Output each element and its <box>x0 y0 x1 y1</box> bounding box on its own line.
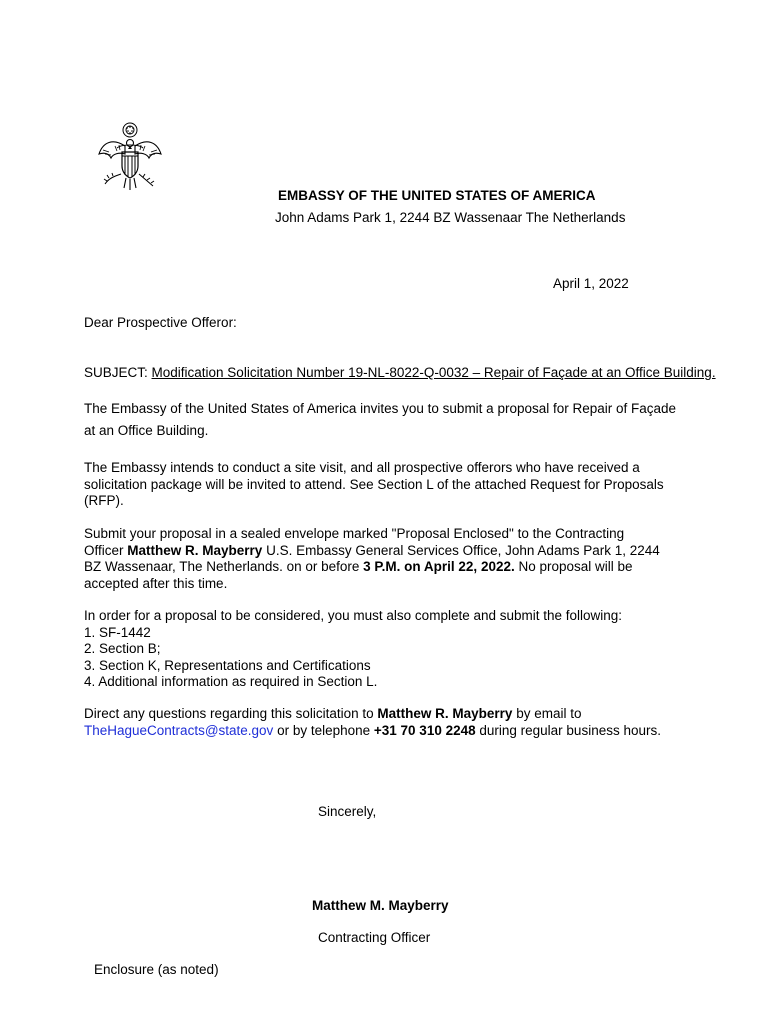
subject-line <box>84 365 716 380</box>
deadline: 3 P.M. on April 22, 2022. <box>363 559 515 574</box>
salutation: Dear Prospective Offeror: <box>84 315 237 330</box>
great-seal-icon <box>95 118 165 194</box>
submission-text-1: Submit your proposal in a sealed envelope marked "Proposal Enclosed" to the Contracting Officer <box>84 526 625 558</box>
closing: Sincerely, <box>318 804 377 819</box>
paragraph-requirements <box>84 608 684 691</box>
contact-name: Matthew R. Mayberry <box>377 706 513 721</box>
requirements-intro: In order for a proposal to be considered, you must also complete and submit the following: <box>84 608 623 623</box>
embassy-address: John Adams Park 1, 2244 BZ Wassenaar The Netherlands <box>275 210 626 225</box>
requirement-item: 4. Additional information as required in Section L. <box>84 674 378 689</box>
enclosure-note: Enclosure (as noted) <box>94 962 219 977</box>
email-link[interactable]: TheHagueContracts@state.gov <box>84 722 274 738</box>
paragraph-site-visit: The Embassy intends to conduct a site visit, and all prospective offerors who have received a solicitation package will be invited to attend. See Section L of the attached Request for Proposals (RFP). <box>84 460 664 508</box>
letter-date: April 1, 2022 <box>553 276 629 291</box>
signer-title: Contracting Officer <box>318 930 431 945</box>
paragraph-contact <box>84 706 724 739</box>
contact-text-1: Direct any questions regarding this solicitation to <box>84 706 378 721</box>
contact-text-3: or by telephone <box>273 722 374 738</box>
requirement-item: 3. Section K, Representations and Certifications <box>84 657 371 673</box>
requirement-item: 1. SF-1442 <box>84 624 151 640</box>
submission-text-3: No proposal will be accepted after this time. <box>84 559 633 591</box>
paragraph-invitation: The Embassy of the United States of America invites you to submit a proposal for Repair of Façade at an Office Building. <box>84 401 677 438</box>
requirement-item: 2. Section B; <box>84 641 161 656</box>
officer-name: Matthew R. Mayberry <box>127 542 263 558</box>
embassy-title: EMBASSY OF THE UNITED STATES OF AMERICA <box>278 188 596 203</box>
subject-text: Modification Solicitation Number 19-NL-8022-Q-0032 – Repair of Façade at an Office Building. <box>151 365 716 380</box>
signer-name: Matthew M. Mayberry <box>312 898 449 913</box>
subject-prefix: SUBJECT: <box>84 365 152 380</box>
contact-text-2: by email to <box>512 706 582 721</box>
submission-text-2: U.S. Embassy General Services Office, John Adams Park 1, 2244 BZ Wassenaar, The Netherlands. on or before <box>84 542 660 574</box>
contact-text-4: during regular business hours. <box>475 722 661 738</box>
paragraph-submission <box>84 526 664 592</box>
phone-number: +31 70 310 2248 <box>373 722 476 738</box>
